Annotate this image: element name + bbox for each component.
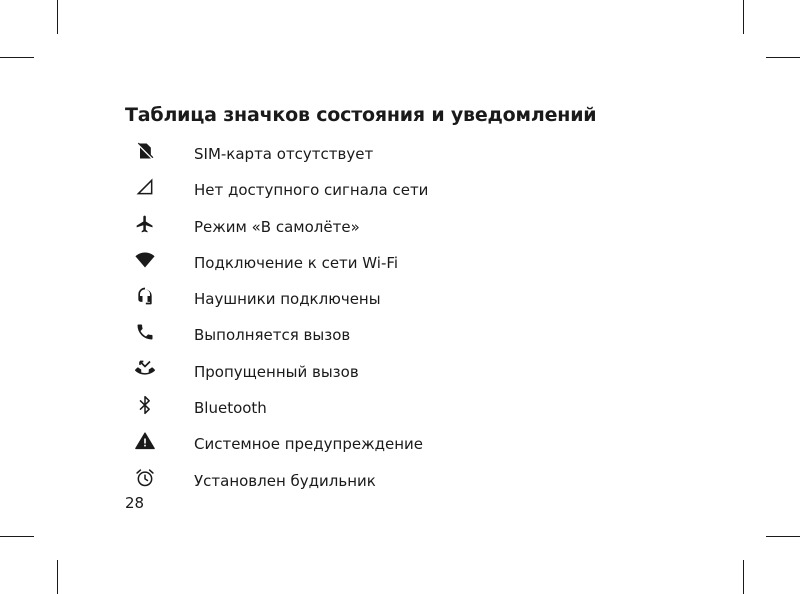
- crop-mark: [57, 560, 58, 594]
- list-item: [0, 463, 800, 499]
- list-item: [0, 390, 800, 426]
- item-label: Нет доступного сигнала сети: [194, 181, 429, 200]
- crop-mark: [743, 560, 744, 594]
- list-item: [0, 172, 800, 208]
- list-item: [0, 281, 800, 317]
- page-number: 28: [125, 494, 145, 512]
- list-item: [0, 354, 800, 390]
- item-label: Наушники подключены: [194, 290, 381, 309]
- crop-mark: [766, 536, 800, 537]
- icon-table: [0, 136, 800, 499]
- list-item: [0, 209, 800, 245]
- item-label: Режим «В самолёте»: [194, 217, 360, 236]
- list-item: [0, 245, 800, 281]
- warning-icon: [134, 430, 156, 452]
- alarm-clock-icon: [134, 467, 156, 489]
- headset-icon: [134, 285, 156, 307]
- item-label: Установлен будильник: [194, 471, 376, 490]
- crop-mark: [0, 57, 34, 58]
- crop-mark: [0, 536, 34, 537]
- page-title: Таблица значков состояния и уведомлений: [125, 104, 597, 126]
- item-label: Выполняется вызов: [194, 326, 351, 345]
- item-label: Подключение к сети Wi-Fi: [194, 253, 399, 272]
- missed-call-icon: [134, 358, 156, 380]
- item-label: Системное предупреждение: [194, 435, 423, 454]
- phone-call-icon: [134, 321, 156, 343]
- crop-mark: [57, 0, 58, 34]
- list-item: [0, 426, 800, 462]
- item-label: Пропущенный вызов: [194, 362, 359, 381]
- wifi-icon: [134, 249, 156, 271]
- no-signal-icon: [134, 176, 156, 198]
- list-item: [0, 317, 800, 353]
- item-label: Bluetooth: [194, 399, 267, 418]
- no-sim-icon: [134, 140, 156, 162]
- airplane-icon: [134, 213, 156, 235]
- crop-mark: [743, 0, 744, 34]
- list-item: [0, 136, 800, 172]
- bluetooth-icon: [134, 394, 156, 416]
- crop-mark: [766, 57, 800, 58]
- item-label: SIM-карта отсутствует: [194, 145, 374, 163]
